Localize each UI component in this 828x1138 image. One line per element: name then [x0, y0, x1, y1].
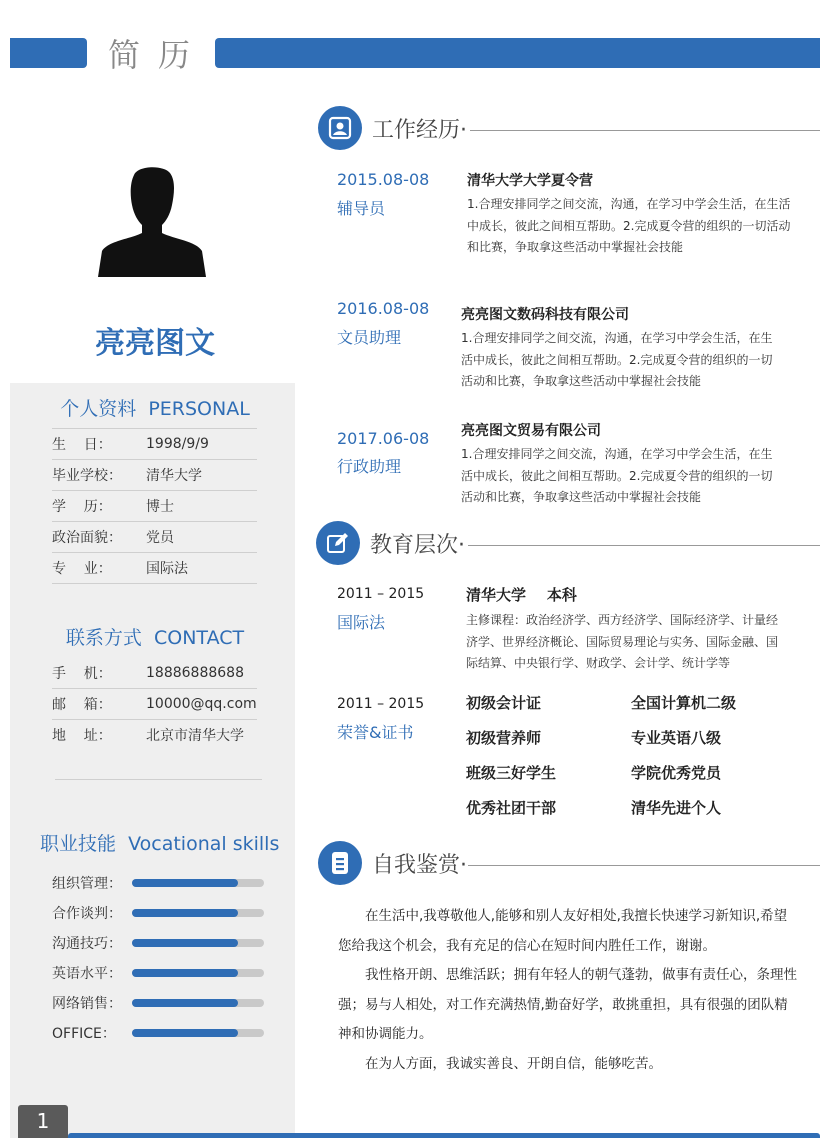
- info-row: [52, 491, 257, 522]
- desc-line: 际结算、中央银行学、财政学、会计学、统计学等: [466, 656, 731, 670]
- honor-label: 荣誉&证书: [337, 723, 414, 742]
- avatar-silhouette-icon: [98, 165, 206, 277]
- skill-row: [52, 958, 267, 988]
- bottom-bar: [68, 1133, 820, 1138]
- skill-bar-fill: [132, 969, 238, 977]
- info-row: [52, 460, 257, 491]
- self-evaluation-text: [338, 902, 798, 1079]
- resume-title: 简历: [108, 36, 209, 74]
- info-value: 国际法: [146, 561, 188, 577]
- cert-item: 学院优秀党员: [631, 764, 722, 782]
- info-key: 地 址：: [52, 728, 112, 744]
- skill-bar: [132, 999, 264, 1007]
- skill-bar-fill: [132, 939, 238, 947]
- skill-bar-fill: [132, 879, 238, 887]
- contact-title-en: CONTACT: [154, 627, 245, 649]
- info-key: 毕业学校：: [52, 468, 122, 484]
- skills-title-en: Vocational skills: [128, 833, 280, 855]
- info-value: 10000@qq.com: [146, 696, 257, 712]
- education-period: 2011 – 2015: [337, 586, 425, 602]
- skill-row: [52, 988, 267, 1018]
- self-section-line: [468, 865, 820, 866]
- cert-item: 优秀社团干部: [466, 799, 557, 817]
- skill-bar-fill: [132, 1029, 238, 1037]
- info-key: 学 历：: [52, 499, 112, 515]
- desc-line: 活动和比赛，争取拿这些活动中掌握社会技能: [461, 490, 702, 504]
- job-role: 辅导员: [337, 199, 386, 218]
- job-date: 2016.08-08: [337, 299, 430, 318]
- education-section-header: [316, 521, 465, 565]
- info-key: 邮 箱：: [52, 697, 112, 713]
- personal-title-en: PERSONAL: [148, 398, 250, 420]
- skill-row: [52, 868, 267, 898]
- job-company: 亮亮图文数码科技有限公司: [461, 307, 629, 323]
- skills-title-cn: 职业技能: [40, 833, 117, 855]
- work-section-header: [318, 106, 467, 150]
- job-role: 文员助理: [337, 328, 402, 347]
- info-key: 政治面貌：: [52, 530, 122, 546]
- skill-bar-fill: [132, 909, 238, 917]
- job-date: 2015.08-08: [337, 170, 430, 189]
- document-icon: [318, 841, 362, 885]
- personal-section-title: [10, 394, 300, 421]
- work-section-line: [470, 130, 820, 131]
- info-row: [52, 428, 257, 460]
- info-value: 18886888688: [146, 665, 244, 681]
- skill-row: [52, 898, 267, 928]
- self-paragraph: 在生活中,我尊敬他人,能够和别人友好相处,我擅长快速学习新知识,希望您给我这个机会，我有充足的信心在短时间内胜任工作，谢谢。: [338, 908, 788, 954]
- skill-bar: [132, 879, 264, 887]
- info-row: [52, 522, 257, 553]
- desc-line: 和比赛，争取拿这些活动中掌握社会技能: [467, 240, 684, 254]
- candidate-name: 亮亮图文: [95, 326, 215, 361]
- education-major: 国际法: [337, 613, 386, 632]
- skill-label: OFFICE：: [52, 1026, 116, 1042]
- self-section-header: [318, 841, 467, 885]
- cert-item: 初级会计证: [466, 694, 542, 712]
- contact-info-list: [52, 658, 257, 750]
- desc-line: 活动和比赛，争取拿这些活动中掌握社会技能: [461, 374, 702, 388]
- info-row: [52, 658, 257, 689]
- education-section-line: [468, 545, 820, 546]
- edit-icon: [316, 521, 360, 565]
- skill-bar: [132, 909, 264, 917]
- info-key: 专 业：: [52, 561, 112, 577]
- job-description: [461, 444, 796, 509]
- desc-line: 中成长，彼此之间相互帮助。2.完成夏令营的组织的一切活动: [467, 218, 791, 233]
- info-value: 博士: [146, 499, 174, 515]
- skill-label: 英语水平：: [52, 966, 122, 982]
- info-row: [52, 720, 257, 750]
- cert-item: 专业英语八级: [631, 729, 722, 747]
- desc-line: 活中成长，彼此之间相互帮助。2.完成夏令营的组织的一切: [461, 468, 773, 483]
- info-key: 生 日：: [52, 437, 112, 453]
- cert-item: 全国计算机二级: [631, 694, 737, 712]
- desc-line: 主修课程：政治经济学、西方经济学、国际经济学、计量经: [466, 613, 779, 627]
- education-school-degree: 清华大学 本科: [466, 586, 577, 604]
- job-date: 2017.06-08: [337, 429, 430, 448]
- self-paragraph: 我性格开朗、思维活跃；拥有年轻人的朝气蓬勃，做事有责任心，条理性强；易与人相处，对工作充满热情,勤奋好学，敢挑重担，具有很强的团队精神和协调能力。: [338, 967, 797, 1042]
- info-row: [52, 689, 257, 720]
- skill-row: [52, 928, 267, 958]
- personal-info-list: [52, 428, 257, 584]
- left-divider: [55, 779, 262, 780]
- header-bar-right: [215, 38, 820, 68]
- skill-bar: [132, 939, 264, 947]
- cert-item: 清华先进个人: [631, 799, 722, 817]
- desc-line: 1.合理安排同学之间交流，沟通，在学习中学会生活，在生: [461, 447, 773, 461]
- skill-bar: [132, 1029, 264, 1037]
- info-value: 清华大学: [146, 468, 202, 484]
- education-courses: [466, 610, 796, 675]
- contact-section-title: [10, 623, 300, 650]
- personal-title-cn: 个人资料: [60, 398, 137, 420]
- job-company: 亮亮图文贸易有限公司: [461, 423, 601, 439]
- info-value: 北京市清华大学: [146, 728, 244, 744]
- desc-line: 济学、世界经济概论、国际贸易理论与实务、国际金融、国: [466, 634, 779, 649]
- self-section-title: 自我鉴赏·: [372, 852, 467, 878]
- job-role: 行政助理: [337, 457, 402, 476]
- desc-line: 活中成长，彼此之间相互帮助。2.完成夏令营的组织的一切: [461, 352, 773, 367]
- info-value: 党员: [146, 530, 174, 546]
- work-section-title: 工作经历·: [372, 117, 467, 143]
- job-description: [467, 194, 802, 259]
- education-section-title: 教育层次·: [370, 532, 465, 558]
- page-number-tab[interactable]: 1: [18, 1105, 68, 1138]
- info-row: [52, 553, 257, 584]
- self-paragraph: 在为人方面，我诚实善良、开朗自信，能够吃苦。: [365, 1055, 662, 1072]
- skill-row: [52, 1018, 267, 1048]
- honor-period: 2011 – 2015: [337, 696, 425, 712]
- skill-label: 沟通技巧：: [52, 936, 122, 952]
- skills-section-title: [40, 829, 300, 856]
- portrait-icon: [318, 106, 362, 150]
- job-description: [461, 328, 796, 393]
- cert-item: 班级三好学生: [466, 764, 557, 782]
- info-value: 1998/9/9: [146, 436, 209, 452]
- skill-label: 网络销售：: [52, 996, 122, 1012]
- info-key: 手 机：: [52, 666, 112, 682]
- skill-bar-fill: [132, 999, 238, 1007]
- desc-line: 1.合理安排同学之间交流，沟通，在学习中学会生活，在生: [461, 331, 773, 345]
- skill-label: 组织管理：: [52, 876, 122, 892]
- skill-label: 合作谈判：: [52, 906, 122, 922]
- header-bar-left: [10, 38, 87, 68]
- skill-bar: [132, 969, 264, 977]
- desc-line: 1.合理安排同学之间交流，沟通，在学习中学会生活，在生活: [467, 197, 791, 211]
- skill-list: [52, 868, 267, 1048]
- cert-item: 初级营养师: [466, 729, 542, 747]
- cert-grid: [466, 692, 796, 818]
- job-company: 清华大学大学夏令营: [467, 173, 593, 189]
- contact-title-cn: 联系方式: [65, 627, 142, 649]
